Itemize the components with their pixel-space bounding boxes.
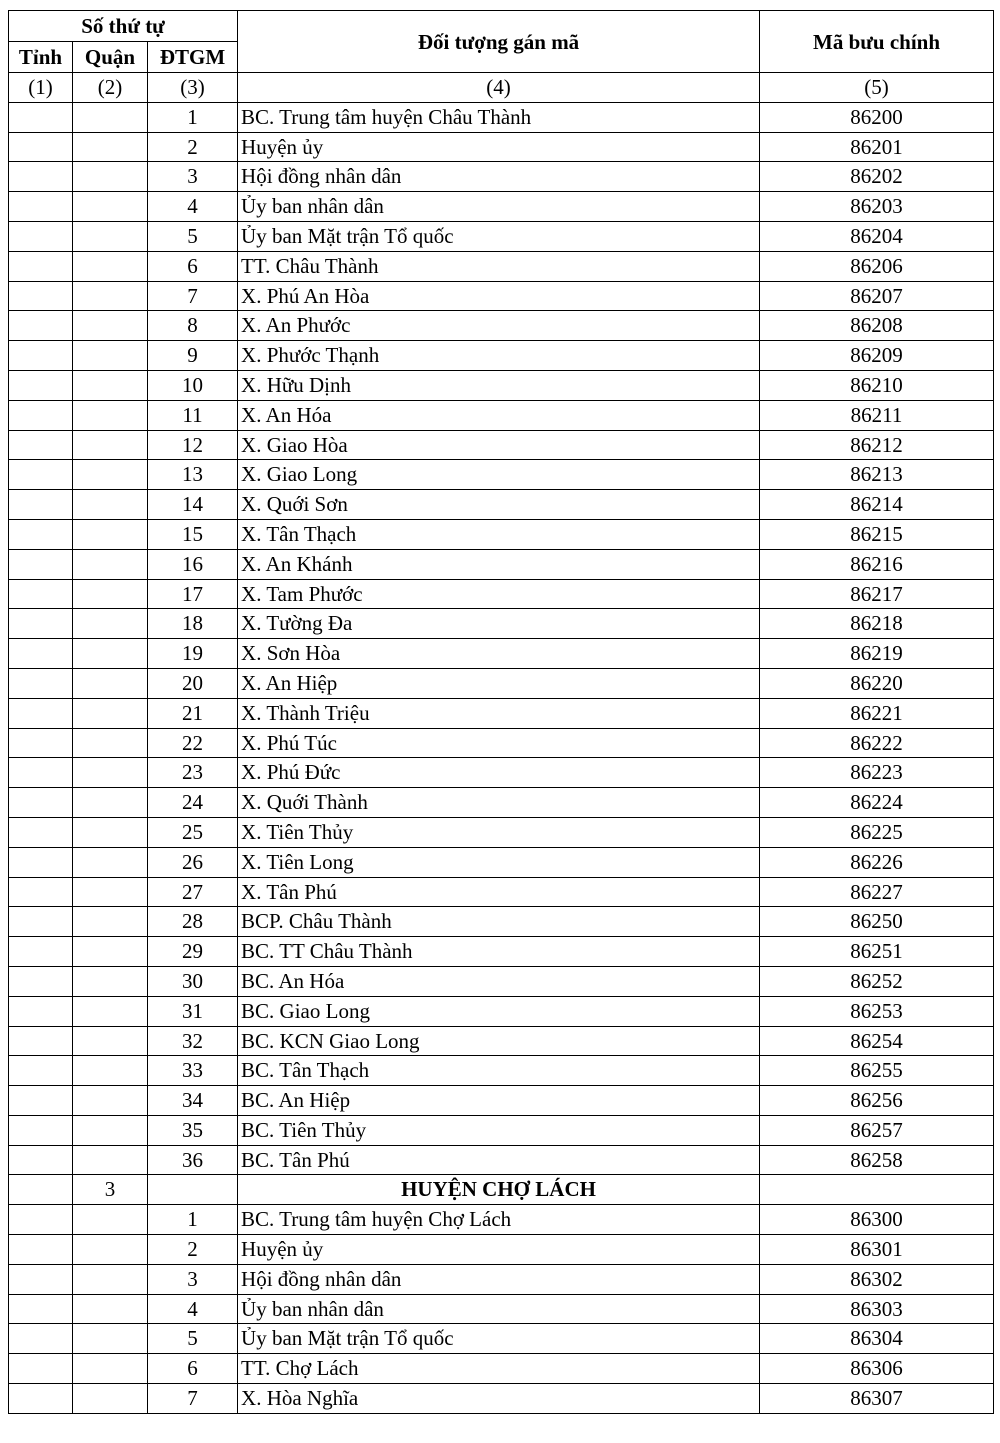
dtgm-cell: 30 (148, 966, 238, 996)
quan-cell (73, 430, 148, 460)
tinh-cell (9, 132, 73, 162)
table-row (9, 1205, 994, 1235)
object-name-cell: X. Hữu Dịnh (238, 370, 760, 400)
object-name-cell: X. Hòa Nghĩa (238, 1384, 760, 1414)
postcode-cell: 86217 (760, 579, 994, 609)
tinh-cell (9, 996, 73, 1026)
object-name-cell: X. An Hóa (238, 400, 760, 430)
quan-cell (73, 311, 148, 341)
object-name-cell: BC. Trung tâm huyện Chợ Lách (238, 1205, 760, 1235)
object-name-cell: Ủy ban nhân dân (238, 192, 760, 222)
table-row (9, 1324, 994, 1354)
postcode-cell: 86251 (760, 937, 994, 967)
quan-cell: 3 (73, 1175, 148, 1205)
tinh-cell (9, 1086, 73, 1116)
object-name-cell: X. Phú Túc (238, 728, 760, 758)
object-name-cell: BC. Tân Thạch (238, 1056, 760, 1086)
quan-cell (73, 728, 148, 758)
table-row (9, 579, 994, 609)
object-name-cell: X. Quới Sơn (238, 490, 760, 520)
tinh-cell (9, 817, 73, 847)
dtgm-cell: 10 (148, 370, 238, 400)
quan-cell (73, 1384, 148, 1414)
tinh-cell (9, 877, 73, 907)
quan-cell (73, 639, 148, 669)
dtgm-cell: 3 (148, 162, 238, 192)
column-number: (3) (148, 73, 238, 103)
section-row (9, 1175, 994, 1205)
quan-cell (73, 490, 148, 520)
postcode-cell: 86214 (760, 490, 994, 520)
tinh-cell (9, 1175, 73, 1205)
object-name-cell: X. Quới Thành (238, 788, 760, 818)
dtgm-cell: 1 (148, 1205, 238, 1235)
tinh-cell (9, 1026, 73, 1056)
quan-cell (73, 877, 148, 907)
ordinal-group-header: Số thứ tự (9, 11, 238, 42)
object-name-cell: BC. TT Châu Thành (238, 937, 760, 967)
object-name-cell: X. Phú An Hòa (238, 281, 760, 311)
quan-cell (73, 519, 148, 549)
quan-cell (73, 192, 148, 222)
postcode-cell: 86222 (760, 728, 994, 758)
object-name-cell: Huyện ủy (238, 1235, 760, 1265)
tinh-cell (9, 162, 73, 192)
table-row (9, 132, 994, 162)
object-name-cell: X. An Hiệp (238, 668, 760, 698)
tinh-cell (9, 966, 73, 996)
quan-cell (73, 579, 148, 609)
table-row (9, 221, 994, 251)
postcode-cell: 86219 (760, 639, 994, 669)
object-name-cell: BC. Trung tâm huyện Châu Thành (238, 102, 760, 132)
quan-cell (73, 251, 148, 281)
table-row (9, 519, 994, 549)
dtgm-cell: 20 (148, 668, 238, 698)
tinh-cell (9, 1384, 73, 1414)
postcode-cell: 86306 (760, 1354, 994, 1384)
postcode-cell: 86307 (760, 1384, 994, 1414)
quan-cell (73, 549, 148, 579)
postcode-cell: 86213 (760, 460, 994, 490)
tinh-cell (9, 311, 73, 341)
table-row (9, 996, 994, 1026)
dtgm-cell: 15 (148, 519, 238, 549)
postcode-cell: 86226 (760, 847, 994, 877)
postcode-cell: 86201 (760, 132, 994, 162)
quan-cell (73, 1354, 148, 1384)
tinh-cell (9, 430, 73, 460)
quan-cell (73, 341, 148, 371)
dtgm-cell: 18 (148, 609, 238, 639)
column-number: (2) (73, 73, 148, 103)
dtgm-cell: 4 (148, 192, 238, 222)
table-row (9, 937, 994, 967)
tinh-cell (9, 1115, 73, 1145)
dtgm-cell: 32 (148, 1026, 238, 1056)
tinh-cell (9, 1056, 73, 1086)
quan-cell (73, 1264, 148, 1294)
object-name-cell: X. Tiên Long (238, 847, 760, 877)
tinh-cell (9, 788, 73, 818)
postcode-cell: 86223 (760, 758, 994, 788)
table-row (9, 758, 994, 788)
dtgm-cell (148, 1175, 238, 1205)
table-row (9, 609, 994, 639)
object-name-cell: X. Phú Đức (238, 758, 760, 788)
dtgm-cell: 22 (148, 728, 238, 758)
tinh-cell (9, 579, 73, 609)
dtgm-cell: 35 (148, 1115, 238, 1145)
object-name-cell: BC. KCN Giao Long (238, 1026, 760, 1056)
dtgm-cell: 5 (148, 221, 238, 251)
table-row (9, 817, 994, 847)
table-row (9, 966, 994, 996)
postcode-cell: 86218 (760, 609, 994, 639)
tinh-cell (9, 281, 73, 311)
object-name-cell: X. An Phước (238, 311, 760, 341)
quan-cell (73, 937, 148, 967)
postcode-cell: 86303 (760, 1294, 994, 1324)
quan-cell (73, 907, 148, 937)
quan-cell (73, 788, 148, 818)
object-name-cell: X. Thành Triệu (238, 698, 760, 728)
quan-cell (73, 162, 148, 192)
postcode-cell: 86221 (760, 698, 994, 728)
dtgm-cell: 2 (148, 1235, 238, 1265)
dtgm-cell: 3 (148, 1264, 238, 1294)
quan-cell (73, 1145, 148, 1175)
quan-cell (73, 400, 148, 430)
postcode-cell: 86300 (760, 1205, 994, 1235)
postcode-cell: 86210 (760, 370, 994, 400)
object-name-cell: X. An Khánh (238, 549, 760, 579)
quan-cell (73, 698, 148, 728)
postcode-cell: 86220 (760, 668, 994, 698)
postcode-cell: 86200 (760, 102, 994, 132)
column-number: (5) (760, 73, 994, 103)
table-body (9, 102, 994, 1413)
quan-cell (73, 668, 148, 698)
object-name-cell: X. Giao Long (238, 460, 760, 490)
table-row (9, 639, 994, 669)
tinh-cell (9, 341, 73, 371)
object-name-cell: BC. Tiên Thủy (238, 1115, 760, 1145)
table-row (9, 1354, 994, 1384)
tinh-cell (9, 1354, 73, 1384)
dtgm-cell: 28 (148, 907, 238, 937)
dtgm-cell: 6 (148, 251, 238, 281)
postcode-cell: 86301 (760, 1235, 994, 1265)
tinh-cell (9, 728, 73, 758)
dtgm-cell: 8 (148, 311, 238, 341)
dtgm-cell: 21 (148, 698, 238, 728)
tinh-cell (9, 698, 73, 728)
table-header (9, 11, 994, 103)
quan-cell (73, 609, 148, 639)
table-row (9, 460, 994, 490)
dtgm-cell: 19 (148, 639, 238, 669)
quan-cell (73, 847, 148, 877)
postcode-cell: 86257 (760, 1115, 994, 1145)
object-name-cell: Ủy ban Mặt trận Tổ quốc (238, 1324, 760, 1354)
object-name-cell: Hội đồng nhân dân (238, 1264, 760, 1294)
object-name-cell: BC. Giao Long (238, 996, 760, 1026)
tinh-cell (9, 847, 73, 877)
tinh-cell (9, 609, 73, 639)
quan-cell (73, 1324, 148, 1354)
dtgm-cell: 7 (148, 281, 238, 311)
dtgm-cell: 7 (148, 1384, 238, 1414)
dtgm-cell: 31 (148, 996, 238, 1026)
dtgm-cell: 6 (148, 1354, 238, 1384)
table-row (9, 549, 994, 579)
postcode-cell: 86256 (760, 1086, 994, 1116)
postcode-cell: 86212 (760, 430, 994, 460)
object-name-cell: BC. An Hóa (238, 966, 760, 996)
table-row (9, 1294, 994, 1324)
tinh-cell (9, 1264, 73, 1294)
postcode-cell: 86253 (760, 996, 994, 1026)
quan-cell (73, 1056, 148, 1086)
postcode-cell: 86215 (760, 519, 994, 549)
table-row (9, 102, 994, 132)
tinh-cell (9, 639, 73, 669)
quan-cell (73, 758, 148, 788)
dtgm-cell: 12 (148, 430, 238, 460)
postcode-cell: 86254 (760, 1026, 994, 1056)
quan-cell (73, 817, 148, 847)
dtgm-cell: 34 (148, 1086, 238, 1116)
object-name-cell: TT. Châu Thành (238, 251, 760, 281)
tinh-cell (9, 221, 73, 251)
tinh-cell (9, 400, 73, 430)
table-row (9, 1235, 994, 1265)
tinh-column-header: Tỉnh (9, 42, 73, 73)
table-row (9, 311, 994, 341)
quan-cell (73, 1026, 148, 1056)
quan-cell (73, 1115, 148, 1145)
table-row (9, 1086, 994, 1116)
tinh-cell (9, 1294, 73, 1324)
table-row (9, 1026, 994, 1056)
tinh-cell (9, 758, 73, 788)
dtgm-cell: 9 (148, 341, 238, 371)
tinh-cell (9, 549, 73, 579)
table-row (9, 1264, 994, 1294)
postcode-column-header: Mã bưu chính (760, 11, 994, 73)
dtgm-cell: 26 (148, 847, 238, 877)
postcode-cell (760, 1175, 994, 1205)
dtgm-cell: 33 (148, 1056, 238, 1086)
dtgm-cell: 25 (148, 817, 238, 847)
dtgm-column-header: ĐTGM (148, 42, 238, 73)
postcode-cell: 86203 (760, 192, 994, 222)
table-row (9, 192, 994, 222)
table-row (9, 1145, 994, 1175)
quan-cell (73, 1205, 148, 1235)
object-column-header: Đối tượng gán mã (238, 11, 760, 73)
dtgm-cell: 36 (148, 1145, 238, 1175)
postcode-cell: 86302 (760, 1264, 994, 1294)
table-row (9, 907, 994, 937)
object-name-cell: BCP. Châu Thành (238, 907, 760, 937)
object-name-cell: Hội đồng nhân dân (238, 162, 760, 192)
object-name-cell: X. Giao Hòa (238, 430, 760, 460)
postcode-cell: 86204 (760, 221, 994, 251)
quan-cell (73, 1235, 148, 1265)
postcode-cell: 86304 (760, 1324, 994, 1354)
tinh-cell (9, 460, 73, 490)
postcode-cell: 86207 (760, 281, 994, 311)
table-row (9, 251, 994, 281)
tinh-cell (9, 251, 73, 281)
dtgm-cell: 5 (148, 1324, 238, 1354)
postcode-cell: 86227 (760, 877, 994, 907)
column-number: (4) (238, 73, 760, 103)
table-row (9, 341, 994, 371)
tinh-cell (9, 490, 73, 520)
dtgm-cell: 4 (148, 1294, 238, 1324)
postcode-cell: 86216 (760, 549, 994, 579)
object-name-cell: X. Tường Đa (238, 609, 760, 639)
table-row (9, 370, 994, 400)
table-row (9, 847, 994, 877)
quan-cell (73, 370, 148, 400)
tinh-cell (9, 1324, 73, 1354)
quan-cell (73, 102, 148, 132)
dtgm-cell: 24 (148, 788, 238, 818)
postcode-cell: 86202 (760, 162, 994, 192)
tinh-cell (9, 192, 73, 222)
table-row (9, 877, 994, 907)
postcode-cell: 86206 (760, 251, 994, 281)
dtgm-cell: 2 (148, 132, 238, 162)
quan-cell (73, 1086, 148, 1116)
column-number: (1) (9, 73, 73, 103)
table-row (9, 728, 994, 758)
postcode-cell: 86211 (760, 400, 994, 430)
table-row (9, 668, 994, 698)
quan-cell (73, 996, 148, 1026)
dtgm-cell: 23 (148, 758, 238, 788)
dtgm-cell: 27 (148, 877, 238, 907)
quan-cell (73, 132, 148, 162)
tinh-cell (9, 102, 73, 132)
table-row (9, 281, 994, 311)
table-row (9, 490, 994, 520)
quan-cell (73, 281, 148, 311)
postcode-cell: 86208 (760, 311, 994, 341)
dtgm-cell: 11 (148, 400, 238, 430)
postcode-cell: 86209 (760, 341, 994, 371)
tinh-cell (9, 1205, 73, 1235)
postcode-cell: 86225 (760, 817, 994, 847)
quan-cell (73, 966, 148, 996)
table-row (9, 1115, 994, 1145)
tinh-cell (9, 937, 73, 967)
dtgm-cell: 14 (148, 490, 238, 520)
dtgm-cell: 29 (148, 937, 238, 967)
table-row (9, 1056, 994, 1086)
postcode-cell: 86255 (760, 1056, 994, 1086)
object-name-cell: X. Tân Thạch (238, 519, 760, 549)
table-row (9, 430, 994, 460)
quan-cell (73, 221, 148, 251)
postcode-cell: 86224 (760, 788, 994, 818)
postcode-table (8, 10, 994, 1414)
object-name-cell: Ủy ban nhân dân (238, 1294, 760, 1324)
tinh-cell (9, 1145, 73, 1175)
dtgm-cell: 16 (148, 549, 238, 579)
tinh-cell (9, 668, 73, 698)
dtgm-cell: 17 (148, 579, 238, 609)
tinh-cell (9, 519, 73, 549)
postcode-cell: 86250 (760, 907, 994, 937)
tinh-cell (9, 1235, 73, 1265)
quan-cell (73, 460, 148, 490)
object-name-cell: X. Tam Phước (238, 579, 760, 609)
table-row (9, 788, 994, 818)
table-row (9, 162, 994, 192)
section-title: HUYỆN CHỢ LÁCH (238, 1175, 760, 1205)
table-row (9, 400, 994, 430)
object-name-cell: X. Tiên Thủy (238, 817, 760, 847)
table-row (9, 698, 994, 728)
object-name-cell: X. Sơn Hòa (238, 639, 760, 669)
table-row (9, 1384, 994, 1414)
postcode-cell: 86258 (760, 1145, 994, 1175)
quan-column-header: Quận (73, 42, 148, 73)
object-name-cell: X. Phước Thạnh (238, 341, 760, 371)
dtgm-cell: 13 (148, 460, 238, 490)
object-name-cell: Ủy ban Mặt trận Tổ quốc (238, 221, 760, 251)
dtgm-cell: 1 (148, 102, 238, 132)
tinh-cell (9, 370, 73, 400)
object-name-cell: BC. An Hiệp (238, 1086, 760, 1116)
object-name-cell: Huyện ủy (238, 132, 760, 162)
object-name-cell: BC. Tân Phú (238, 1145, 760, 1175)
object-name-cell: X. Tân Phú (238, 877, 760, 907)
tinh-cell (9, 907, 73, 937)
object-name-cell: TT. Chợ Lách (238, 1354, 760, 1384)
column-number-row (9, 73, 994, 103)
quan-cell (73, 1294, 148, 1324)
postcode-cell: 86252 (760, 966, 994, 996)
